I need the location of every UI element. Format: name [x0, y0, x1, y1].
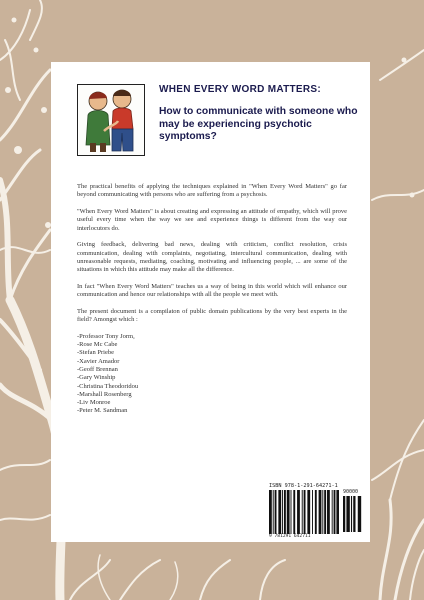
barcode-stripe	[302, 490, 303, 534]
barcode-stripe	[343, 496, 345, 532]
barcode-stripe	[275, 490, 277, 534]
book-subtitle: How to communicate with someone who may be experiencing psychotic symptoms?	[159, 106, 358, 143]
book-title: WHEN EVERY WORD MATTERS:	[159, 84, 322, 95]
barcode-stripe	[332, 490, 333, 534]
barcode-stripe	[322, 490, 323, 534]
barcode-stripe	[353, 496, 355, 532]
barcode-stripe	[304, 490, 306, 534]
description-text	[77, 183, 347, 416]
isbn-number: ISBN 978-1-291-64271-1	[269, 483, 338, 489]
two-characters-illustration	[77, 84, 145, 156]
list-item: -Rose Mc Cabe	[77, 341, 118, 349]
paragraph-way-of-being: In fact "When Every Word Matters" teaches us a way of being in this world which will enhance our communication and hence our relationships with all the people we meet with.	[77, 282, 347, 299]
paragraph-benefits: The practical benefits of applying the techniques explained in "When Every Word Matters" go far beyond communicating with persons who are suffering from a psychosis.	[77, 183, 347, 199]
paragraph-compilation: The present document is a compilaton of public domain publications by the very best experts in the field? Amongst which :	[77, 307, 347, 324]
barcode-stripe	[319, 490, 322, 534]
barcode-stripe	[315, 490, 317, 534]
barcode-stripe	[291, 490, 292, 534]
list-item: -Marshall Rosenberg	[77, 390, 132, 398]
list-item: -Peter M. Sandman	[77, 407, 128, 415]
barcode-stripe	[336, 490, 339, 534]
addon-barcode-bars	[343, 496, 363, 532]
list-item: -Geoff Brennan	[77, 366, 118, 373]
list-item: -Xavier Amador	[77, 357, 120, 365]
barcode-stripe	[312, 490, 313, 534]
barcode-stripe	[273, 490, 274, 534]
barcode-stripe	[282, 490, 283, 534]
list-item: -Liv Monroe	[77, 399, 111, 407]
barcode-bars	[269, 490, 339, 534]
barcode-stripe	[358, 496, 361, 532]
barcode-stripe	[269, 490, 272, 534]
barcode-stripe	[351, 496, 352, 532]
barcode-stripe	[307, 490, 310, 534]
list-item: -Professor Tony Jorm,	[77, 332, 135, 340]
paragraph-empathy: "When Every Word Matters" is about creating and expressing an attitude of empathy, which will prove useful every time when the way we see and experience things is different from the way our interlocutors do.	[77, 207, 347, 232]
price-addon: 90000	[343, 489, 359, 495]
barcode-stripe	[297, 490, 300, 534]
list-item: -Gary Winship	[77, 374, 116, 382]
barcode-stripe	[346, 496, 349, 532]
isbn-barcode	[263, 480, 367, 542]
list-item: -Stefan Priebe	[77, 349, 115, 357]
experts-list	[77, 333, 347, 416]
text-panel	[51, 62, 370, 542]
barcode-stripe	[327, 490, 330, 534]
paragraph-situations: Giving feedback, delivering bad news, dealing with criticism, conflict resolution, crisis communication, dealing with complaints, negotiating, intercultural communication, dealing with unreasonable requests, mediating, coaching, motivating and influencing people, ... are some of the situations in which this attitude may make all the difference.	[77, 241, 347, 274]
barcode-stripe	[278, 490, 281, 534]
barcode-stripe	[334, 490, 336, 534]
list-item: -Christina Theodoridou	[77, 382, 139, 390]
barcode-stripe	[324, 490, 326, 534]
barcode-stripe	[287, 490, 290, 534]
barcode-stripe	[293, 490, 295, 534]
barcode-stripe	[284, 490, 286, 534]
barcode-digits: 9 781291 642711	[269, 534, 311, 539]
